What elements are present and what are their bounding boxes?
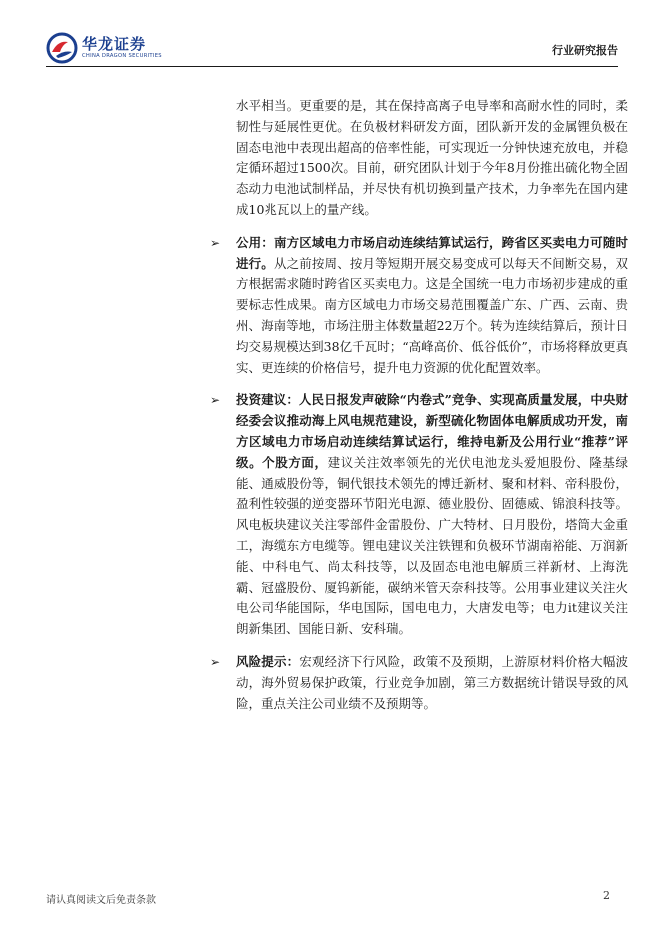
- bullet-paragraph: [236, 390, 628, 640]
- bullet-heading: 投资建议：人民日报发声破除“内卷式”竞争、实现高质量发展，中央财经委会议推动海上风电规范建设，新型硫化物固体电解质成功开发，南方区域电力市场启动连续结算试运行，维持电新及公用行业“推荐”评级。个股方面，: [236, 392, 628, 470]
- bullet-risk-warning: [210, 652, 628, 714]
- arrow-bullet-icon: ➢: [210, 235, 221, 250]
- bullet-utilities: [210, 233, 628, 379]
- bullet-paragraph: [236, 233, 628, 379]
- logo-chinese-name: 华龙证券: [82, 35, 147, 53]
- arrow-bullet-icon: ➢: [210, 654, 221, 669]
- bullet-heading: 公用：南方区域电力市场启动连续结算试运行，跨省区买卖电力可随时进行。: [236, 234, 628, 271]
- report-type-label: 行业研究报告: [552, 44, 618, 57]
- footer-disclaimer: 请认真阅读文后免责条款: [46, 895, 156, 906]
- bullet-paragraph: [236, 652, 628, 714]
- bullet-body: 建议关注效率领先的光伏电池龙头爱旭股份、隆基绿能、通威股份等，铜代银技术领先的博迁新材、聚和材料、帝科股份，盈利性较强的逆变器环节阳光电源、德业股份、固德威、锦浪科技等。风电板块建议关注零部件金雷股份、广大特材、日月股份，塔筒大金重工，海缆东方电缆等。锂电建议关注铁锂和负极环节湖南裕能、万润新能、中科电气、尚太科技等，以及固态电池电解质三祥新材、上海洗霸、冠盛股份、厦钨新能，碳纳米管天奈科技等。公用事业建议关注火电公司华能国际，华电国际，国电电力，大唐发电等；电力it建议关注朗新集团、国能日新、安科瑞。: [236, 454, 628, 637]
- page-header: [46, 30, 618, 66]
- company-logo: [46, 30, 196, 66]
- bullet-investment-advice: [210, 390, 628, 640]
- page-number: 2: [603, 889, 610, 902]
- dragon-logo-icon: [46, 32, 78, 64]
- arrow-bullet-icon: ➢: [210, 393, 221, 408]
- logo-english-name: CHINA DRAGON SECURITIES: [82, 53, 162, 59]
- bullet-heading: 风险提示：: [236, 653, 300, 669]
- header-divider: [46, 66, 618, 67]
- bullet-body: 从之前按周、按月等短期开展交易变成可以每天不间断交易，双方根据需求随时跨省区买卖电力。这是全国统一电力市场初步建成的重要标志性成果。南方区域电力市场交易范围覆盖广东、广西、云南、贵州、海南等地，市场注册主体数量超22万个。转为连续结算后，预计日均交易规模达到38亿千瓦时；“高峰高价、低谷低价”，市场将释放更真实、更连续的价格信号，提升电力资源的优化配置效率。: [236, 255, 628, 375]
- continuation-paragraph: 水平相当。更重要的是，其在保持高离子电导率和高耐水性的同时，柔韧性与延展性更优。在负极材料研发方面，团队新开发的金属锂负极在固态电池中表现出超高的倍率性能，可实现近一分钟快速充放电，并稳定循环超过1500次。目前，研究团队计划于今年8月份推出硫化物全固态动力电池试制样品，并尽快有机切换到量产技术，力争率先在国内建成10兆瓦以上的量产线。: [236, 98, 628, 217]
- bullet-body: 宏观经济下行风险，政策不及预期，上游原材料价格大幅波动，海外贸易保护政策，行业竞争加剧，第三方数据统计错误导致的风险，重点关注公司业绩不及预期等。: [236, 653, 628, 711]
- main-content: [210, 96, 628, 714]
